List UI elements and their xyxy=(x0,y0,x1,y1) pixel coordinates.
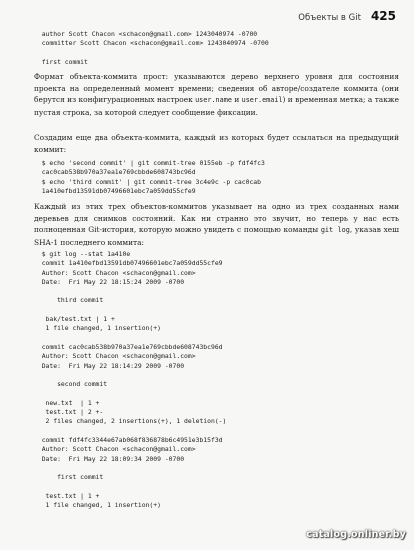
paragraph-commit-format xyxy=(34,71,399,118)
code-block-git-log: $ git log --stat 1a410e commit 1a410efbd13591db07496601ebc7a059dd55cfe9 Author: Scott Chacon <schacon@gmail.com> Date: Fri May 22 18:15:24 2009 -0700 third commit bak/test.txt | 1 + 1 file changed, 1 insertion(+) commit cac0cab538b970a37ea1e769cbbde608743bc96d Author: Scott Chacon <schacon@gmail.com> Date: Fri May 22 18:14:29 2009 -0700 second commit new.txt | 1 + test.txt | 2 +- 2 files changed, 2 insertions(+), 1 deletion(-) commit fdf4fc3344e67ab068f836878b6c4951e3b15f3d Author: Scott Chacon <schacon@gmail.com> Date: Fri May 22 18:09:34 2009 -0700 first commit test.txt | 1 + 1 file changed, 1 insertion(+) xyxy=(41,250,227,510)
inline-code-user-email: user.email xyxy=(241,96,283,105)
text-run: Формат объекта-коммита прост: указываются дерево верхнего уровня для состояния проекта на определенный момент времени; сведения об авторе/создателе коммита (они берутся из конфигурационных настроек xyxy=(34,72,399,105)
text-run: , указав хеш SHA-1 последнего коммита: xyxy=(34,225,399,247)
code-block-commit-object: author Scott Chacon <schacon@gmail.com> 1243040974 -0700 committer Scott Chacon <schacon@gmail.com> 1243040974 -0700 first commit xyxy=(41,30,269,66)
watermark: catalog.onliner.by xyxy=(306,529,406,540)
page-header xyxy=(298,9,396,23)
inline-code-git-log: git log xyxy=(320,226,350,235)
text-run: Каждый из этих трех объектов-коммитов указывает на одно из трех созданных нами деревьев для снимков состояний. Как ни странно это звучит, но теперь у нас есть полноценная Git-история, которую можно увидеть с помощью команды xyxy=(34,202,399,235)
page-number: 425 xyxy=(370,9,396,23)
code-block-commit-tree: $ echo 'second commit' | git commit-tree 0155eb -p fdf4fc3 cac0cab538b970a37ea1e769cbbde608743bc96d $ echo 'third commit' | git commit-tree 3c4e9c -p cac0cab 1a410efbd13591db07496601ebc7a059dd55cfe9 xyxy=(41,159,265,195)
inline-code-user-name: user.name xyxy=(195,96,232,105)
text-run: ) и временная метка; а также пустая строка, за которой следует сообщение фиксации. xyxy=(34,95,399,117)
section-title: Объекты в Git xyxy=(298,13,361,23)
paragraph-create-commits: Создадим еще два объекта-коммита, каждый из которых будет ссылаться на предыдущий коммит: xyxy=(34,133,399,154)
text-run: и xyxy=(231,95,242,105)
paragraph-git-history xyxy=(34,201,399,248)
